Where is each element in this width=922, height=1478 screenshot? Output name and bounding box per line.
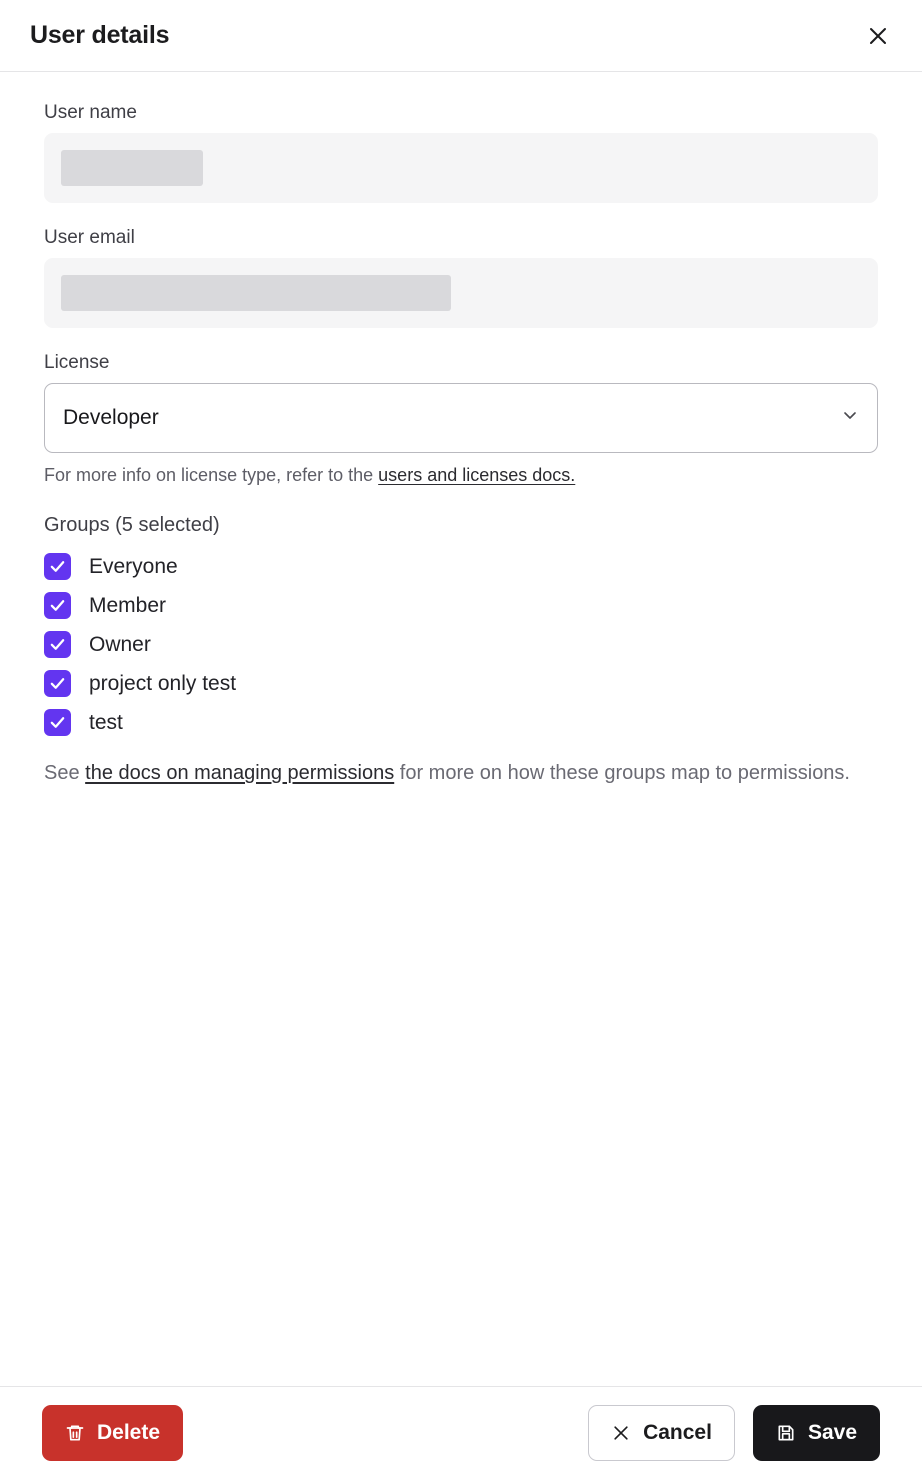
permissions-note — [44, 758, 878, 788]
delete-button-label: Delete — [97, 1420, 161, 1444]
license-select-wrapper — [44, 383, 878, 453]
group-label: Owner — [89, 632, 151, 656]
license-label: License — [44, 352, 110, 373]
group-label: Everyone — [89, 554, 178, 578]
checkbox-owner[interactable] — [44, 631, 71, 658]
group-label: project only test — [89, 671, 237, 695]
delete-button[interactable] — [42, 1405, 183, 1461]
license-select[interactable] — [44, 383, 878, 453]
user-name-field — [44, 133, 878, 203]
users-and-licenses-docs-link[interactable]: users and licenses docs. — [378, 465, 576, 485]
user-email-field — [44, 258, 878, 328]
trash-icon — [65, 1423, 85, 1443]
cancel-button-label: Cancel — [643, 1420, 712, 1444]
managing-permissions-docs-link[interactable]: the docs on managing permissions — [85, 762, 395, 785]
license-selected-value: Developer — [63, 406, 159, 429]
group-label: Member — [89, 593, 167, 617]
close-icon — [611, 1423, 631, 1443]
save-disk-icon — [776, 1423, 796, 1443]
list-item[interactable] — [44, 547, 878, 586]
save-button-label: Save — [807, 1420, 857, 1444]
redacted-user-email — [61, 275, 451, 311]
permissions-note-prefix: See — [44, 762, 86, 785]
checkbox-project-only-test[interactable] — [44, 670, 71, 697]
dialog-body — [0, 72, 922, 1386]
checkbox-test[interactable] — [44, 709, 71, 736]
user-name-label: User name — [44, 102, 137, 123]
dialog-header — [0, 0, 922, 72]
list-item[interactable] — [44, 586, 878, 625]
redacted-user-name — [61, 150, 203, 186]
group-label: test — [89, 710, 123, 734]
user-email-label: User email — [44, 227, 135, 248]
license-helper-prefix: For more info on license type, refer to the — [44, 465, 379, 485]
save-button[interactable] — [753, 1405, 880, 1461]
dialog-footer — [0, 1386, 922, 1478]
cancel-button[interactable] — [588, 1405, 735, 1461]
close-icon[interactable] — [860, 18, 896, 54]
license-helper-text — [44, 462, 878, 488]
groups-title: Groups (5 selected) — [44, 514, 220, 537]
checkbox-everyone[interactable] — [44, 553, 71, 580]
list-item[interactable] — [44, 703, 878, 742]
list-item[interactable] — [44, 625, 878, 664]
page-title: User details — [30, 21, 170, 49]
list-item[interactable] — [44, 664, 878, 703]
footer-actions — [588, 1405, 880, 1461]
checkbox-member[interactable] — [44, 592, 71, 619]
permissions-note-suffix: for more on how these groups map to permissions. — [394, 762, 850, 785]
